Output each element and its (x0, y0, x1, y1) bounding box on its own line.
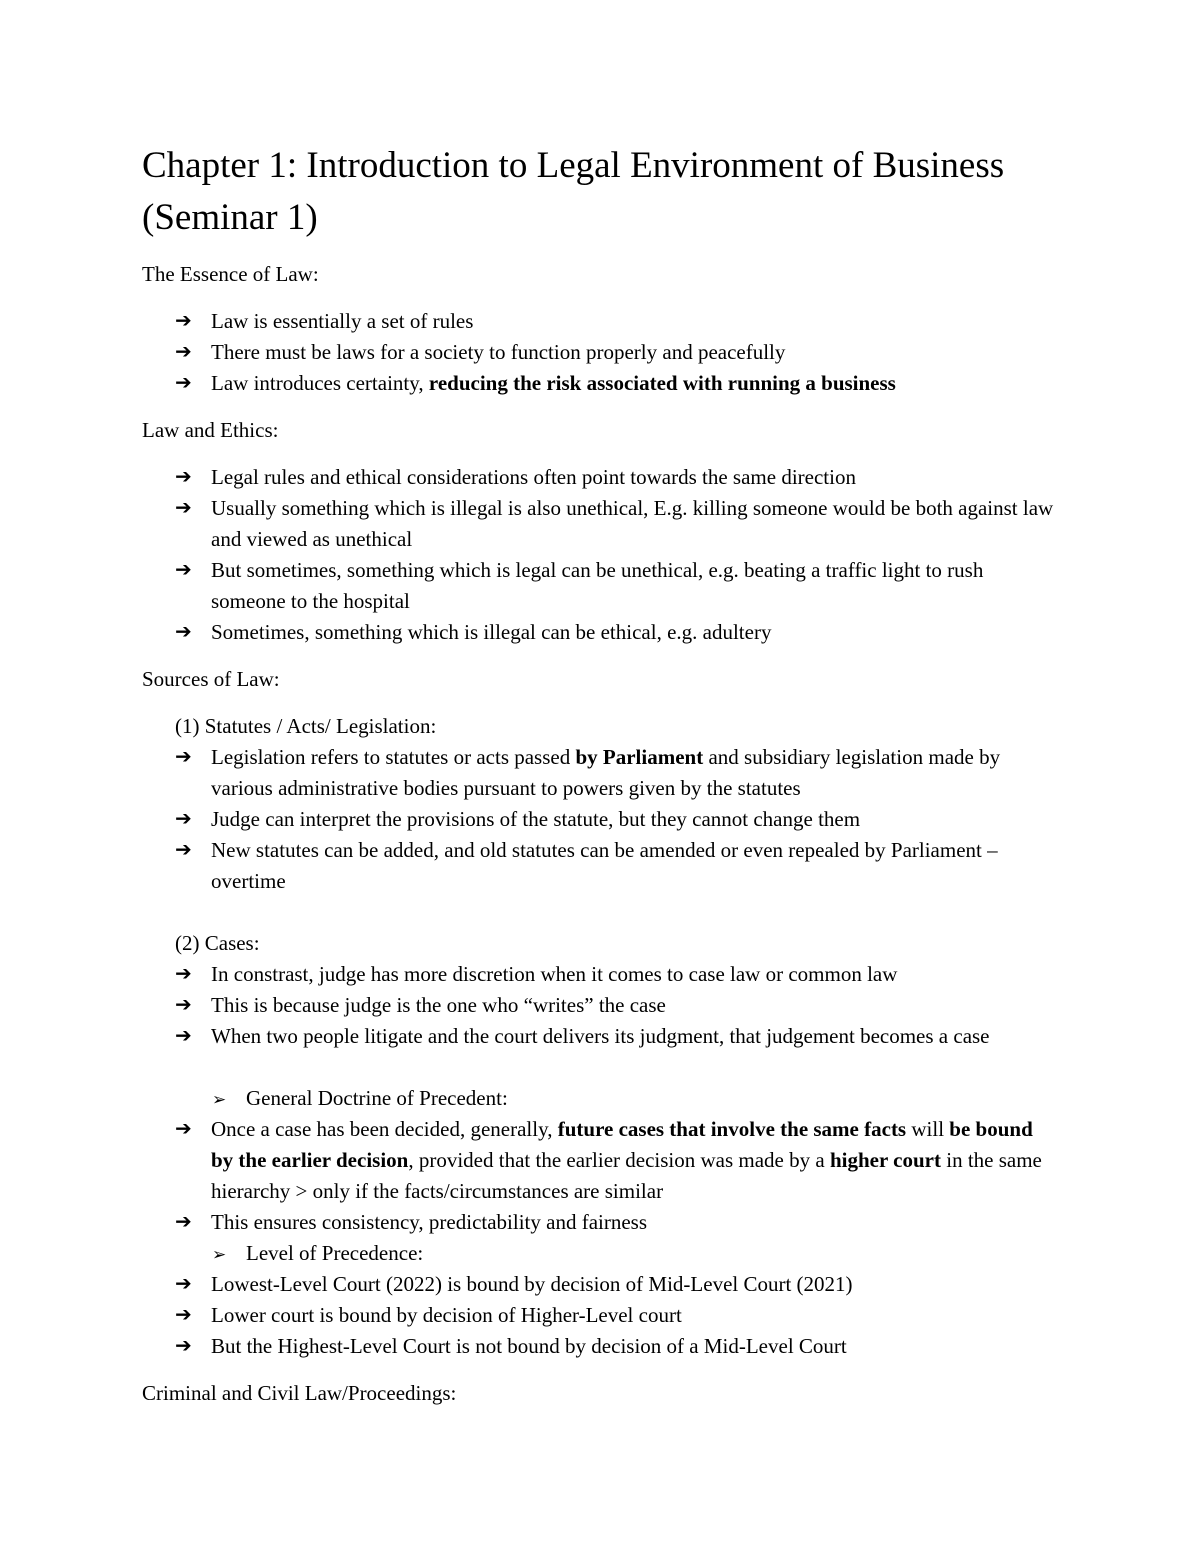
arrow-icon: ➔ (175, 497, 192, 519)
list-item-text: This ensures consistency, predictability and fairness (211, 1210, 648, 1234)
arrow-icon: ➔ (175, 559, 192, 581)
arrow-icon: ➔ (175, 621, 192, 643)
list-item-text: Usually something which is illegal is also unethical, E.g. killing someone would be both against law and viewed as unethical (211, 496, 1054, 551)
bold-text-run: by Parliament (575, 745, 704, 769)
bold-text-run: higher court (829, 1148, 941, 1172)
list-item-text: This is because judge is the one who “writes” the case (211, 993, 666, 1017)
list-item (175, 804, 1055, 835)
list-item (175, 1114, 1055, 1207)
chapter-title: Chapter 1: Introduction to Legal Environment of Business (Seminar 1) (142, 145, 1005, 238)
list-item-text (211, 742, 1055, 804)
list-item (175, 462, 1055, 493)
text-run: , provided that the earlier decision was made by a (408, 1148, 830, 1172)
text-run: Law introduces certainty, (211, 371, 429, 395)
text-run: Legislation refers to statutes or acts passed (211, 745, 576, 769)
precedence-heading (212, 1238, 423, 1270)
arrow-icon: ➔ (175, 963, 192, 985)
list-item (175, 617, 1055, 648)
list-item-text (211, 1114, 1055, 1207)
list-item-text (211, 368, 1055, 399)
arrow-icon: ➔ (175, 372, 192, 394)
text-run: Once a case has been decided, generally, (211, 1117, 558, 1141)
essence-heading: The Essence of Law: (142, 262, 319, 286)
arrow-icon: ➔ (175, 994, 192, 1016)
arrow-icon: ➔ (175, 1118, 192, 1140)
list-item (175, 1269, 1055, 1300)
arrow-icon: ➔ (175, 1211, 192, 1233)
list-item-text: But sometimes, something which is legal can be unethical, e.g. beating a traffic light to rush someone to the hospital (211, 558, 984, 613)
list-item-text: But the Highest-Level Court is not bound by decision of a Mid-Level Court (211, 1334, 847, 1358)
arrow-icon: ➔ (175, 341, 192, 363)
arrow-icon: ➔ (175, 839, 192, 861)
list-item-text: New statutes can be added, and old statutes can be amended or even repealed by Parliament – overtime (211, 838, 998, 893)
list-item (175, 959, 1055, 990)
list-item-text: Legal rules and ethical considerations often point towards the same direction (211, 465, 856, 489)
list-item (175, 1331, 1055, 1362)
chevron-arrow-icon: ➢ (212, 1090, 227, 1109)
list-item-text: Lower court is bound by decision of Higher-Level court (211, 1303, 682, 1327)
subheading-text: General Doctrine of Precedent: (246, 1086, 508, 1110)
list-item (175, 306, 1055, 337)
list-item (175, 990, 1055, 1021)
subheading-text: Level of Precedence: (246, 1241, 424, 1265)
arrow-icon: ➔ (175, 466, 192, 488)
list-item-text: Law is essentially a set of rules (211, 309, 474, 333)
list-item-text: In constrast, judge has more discretion when it comes to case law or common law (211, 962, 898, 986)
sources-heading: Sources of Law: (142, 667, 280, 691)
bold-text-run: be bound by the earlier decision (211, 1117, 1033, 1172)
list-item (175, 337, 1055, 368)
list-item (175, 1300, 1055, 1331)
list-item (175, 835, 1055, 897)
list-item-text: Judge can interpret the provisions of the statute, but they cannot change them (211, 807, 861, 831)
list-item (175, 368, 1055, 399)
list-item (175, 742, 1055, 804)
arrow-icon: ➔ (175, 1304, 192, 1326)
arrow-icon: ➔ (175, 310, 192, 332)
text-run: in the same hierarchy > only if the facts/circumstances are similar (211, 1148, 1042, 1203)
bold-text-run: reducing the risk associated with running a business (428, 371, 896, 395)
ethics-heading: Law and Ethics: (142, 418, 279, 442)
arrow-icon: ➔ (175, 1025, 192, 1047)
text-run: and subsidiary legislation made by various administrative bodies pursuant to powers given by the statutes (211, 745, 1001, 800)
list-item-text: Lowest-Level Court (2022) is bound by decision of Mid-Level Court (2021) (211, 1272, 853, 1296)
arrow-icon: ➔ (175, 1273, 192, 1295)
criminal-civil-heading: Criminal and Civil Law/Proceedings: (142, 1381, 457, 1405)
chevron-arrow-icon: ➢ (212, 1245, 227, 1264)
list-item-text: Sometimes, something which is illegal can be ethical, e.g. adultery (211, 620, 772, 644)
statutes-heading: (1) Statutes / Acts/ Legislation: (175, 714, 437, 738)
arrow-icon: ➔ (175, 808, 192, 830)
list-item (175, 1021, 1055, 1052)
list-item (175, 493, 1055, 555)
cases-heading: (2) Cases: (175, 931, 260, 955)
arrow-icon: ➔ (175, 1335, 192, 1357)
list-item (175, 1207, 1055, 1238)
list-item (175, 555, 1055, 617)
list-item-text: When two people litigate and the court delivers its judgment, that judgement becomes a case (211, 1024, 990, 1048)
text-run: will (906, 1117, 950, 1141)
list-item-text: There must be laws for a society to function properly and peacefully (211, 340, 786, 364)
bold-text-run: future cases that involve the same facts (557, 1117, 907, 1141)
doctrine-heading (212, 1083, 508, 1115)
arrow-icon: ➔ (175, 746, 192, 768)
